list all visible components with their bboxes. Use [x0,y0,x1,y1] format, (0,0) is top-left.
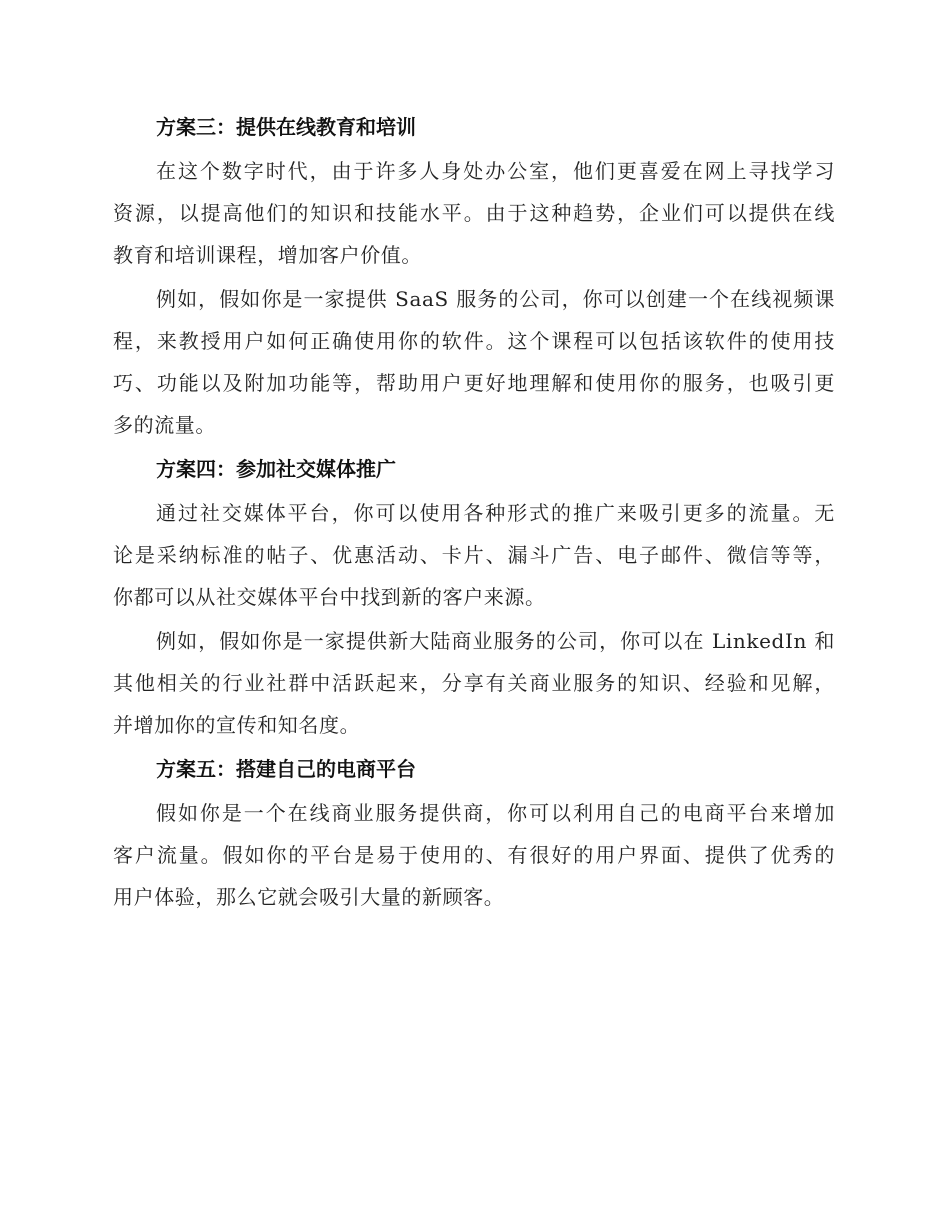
paragraph [113,620,835,746]
paragraph-line: 客户流量。假如你的平台是易于使用的、有很好的用户界面、提供了优秀的 [113,843,835,867]
paragraph-line: 在这个数字时代，由于许多人身处办公室，他们更喜爱在网上寻找学习 [156,159,835,183]
section-plan-four [113,448,835,746]
paragraph-line: 论是采纳标准的帖子、优惠活动、卡片、漏斗广告、电子邮件、微信等等， [113,543,835,567]
paragraph [113,278,835,446]
section-plan-five [113,748,835,918]
paragraph [113,492,835,618]
paragraph-line: 例如，假如你是一家提供 SaaS 服务的公司，你可以创建一个在线视频课 [156,287,835,311]
paragraph-line: 例如，假如你是一家提供新大陆商业服务的公司，你可以在 LinkedIn 和 [156,629,835,653]
paragraph-line: 教育和培训课程，增加客户价值。 [113,243,422,267]
paragraph-line: 其他相关的行业社群中活跃起来，分享有关商业服务的知识、经验和见解， [113,671,835,695]
paragraph-line: 你都可以从社交媒体平台中找到新的客户来源。 [113,585,546,609]
document-page [113,106,835,920]
paragraph-line: 多的流量。 [113,413,216,437]
paragraph [113,792,835,918]
paragraph-line: 假如你是一个在线商业服务提供商，你可以利用自己的电商平台来增加 [156,801,835,825]
paragraph-line: 程，来教授用户如何正确使用你的软件。这个课程可以包括该软件的使用技 [113,329,835,353]
section-heading: 方案三：提供在线教育和培训 [156,115,416,139]
paragraph-line: 通过社交媒体平台，你可以使用各种形式的推广来吸引更多的流量。无 [156,501,835,525]
paragraph-line: 巧、功能以及附加功能等，帮助用户更好地理解和使用你的服务，也吸引更 [113,371,835,395]
section-heading: 方案五：搭建自己的电商平台 [156,757,416,781]
section-heading: 方案四：参加社交媒体推广 [156,457,396,481]
section-plan-three [113,106,835,446]
paragraph-line: 并增加你的宣传和知名度。 [113,713,361,737]
paragraph-line: 用户体验，那么它就会吸引大量的新顾客。 [113,885,505,909]
paragraph [113,150,835,276]
paragraph-line: 资源，以提高他们的知识和技能水平。由于这种趋势，企业们可以提供在线 [113,201,835,225]
